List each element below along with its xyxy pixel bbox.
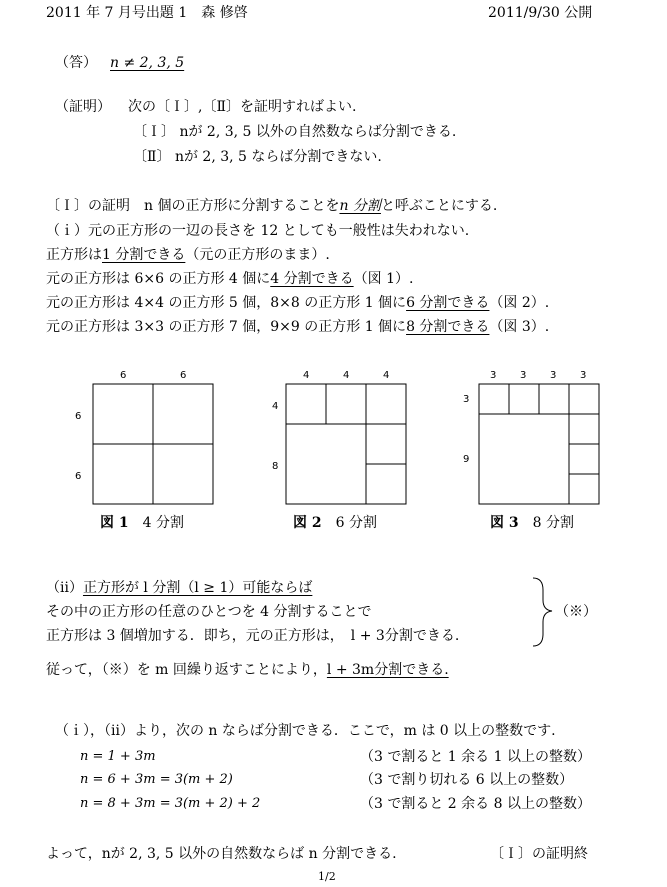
answer-label: （答） <box>55 55 97 71</box>
fig1-caption-num: 図 1 <box>100 515 129 531</box>
part3-intro: （ｉ），（ⅱ）より，次の n ならば分割できる．ここで，m は 0 以上の整数です. <box>55 723 556 739</box>
fig1-left-label-2: 6 <box>75 471 82 482</box>
part1-line-5b: （図 3）. <box>489 319 550 335</box>
part2-line-1 <box>46 579 312 597</box>
part3-note-2: （3 で割り切れる 6 以上の整数） <box>360 772 574 788</box>
part2-line-4a: 従って，（※）を m 回繰り返すことにより， <box>46 662 327 678</box>
part1-line-2b: （元の正方形のまま）. <box>185 247 330 263</box>
fig3-left-label-2: 9 <box>463 454 470 465</box>
brace-right <box>533 578 552 646</box>
fig1-left-label-1: 6 <box>75 411 82 422</box>
fig2-caption-num: 図 2 <box>293 515 322 531</box>
part1-heading-term: n 分割 <box>339 198 381 214</box>
fig2-top-label-3: 4 <box>383 370 390 381</box>
part1-line-2a: 正方形は <box>46 247 102 263</box>
fig2-left-label-2: 8 <box>272 461 279 472</box>
fig3-top-label-1: 3 <box>490 370 497 381</box>
part1-heading-a: 〔Ｉ〕の証明 n 個の正方形に分割することを <box>46 198 340 214</box>
part3-note-3: （3 で割ると 2 余る 8 以上の整数） <box>360 796 591 812</box>
fig3-caption-text: 8 分割 <box>532 515 574 531</box>
fig2-top-label-2: 4 <box>343 370 350 381</box>
answer-value: n ≠ 2, 3, 5 <box>110 55 185 71</box>
proof-label: （証明） <box>55 99 111 115</box>
fig2-outer <box>286 384 406 504</box>
part1-line-4b: （図 2）. <box>489 295 550 311</box>
fig3-top-label-4: 3 <box>580 370 587 381</box>
fig1-caption-text: 4 分割 <box>142 515 184 531</box>
part3-conclusion: よって，nが 2, 3, 5 以外の自然数ならば n 分割できる. <box>46 846 397 862</box>
part3-end: 〔Ｉ〕の証明終 <box>490 846 588 862</box>
figure-2 <box>286 384 406 504</box>
part2-mark: （※） <box>555 604 597 620</box>
part3-eq-1: n = 1 + 3m <box>80 749 156 764</box>
fig3-left-label-1: 3 <box>463 394 470 405</box>
fig2-top-label-1: 4 <box>303 370 310 381</box>
part1-line-3b: （図 1）. <box>353 271 414 287</box>
fig3-caption-num: 図 3 <box>490 515 519 531</box>
fig3-top-label-3: 3 <box>550 370 557 381</box>
part2-line-1a: （ⅱ） <box>46 580 83 596</box>
part2-line-4 <box>46 661 449 679</box>
figure-3 <box>479 384 599 504</box>
fig2-caption-text: 6 分割 <box>335 515 377 531</box>
fig2-left-label-1: 4 <box>272 401 279 412</box>
part1-heading-b: と呼ぶことにする. <box>380 198 498 214</box>
fig3-top-label-2: 3 <box>520 370 527 381</box>
proof-claim-2: 〔Ⅱ〕 nが 2, 3, 5 ならば分割できない. <box>133 149 382 165</box>
part1-line-4u: 6 分割できる <box>406 295 490 311</box>
part1-line-2u: 1 分割できる <box>102 247 186 263</box>
fig1-caption <box>100 514 184 532</box>
fig2-caption <box>293 514 377 532</box>
header-right: 2011/9/30 公開 <box>488 5 593 21</box>
part1-line-5u: 8 分割できる <box>406 319 490 335</box>
part2-line-1u: 正方形が l 分割（l ≥ 1）可能ならば <box>82 580 313 596</box>
part1-line-1: （ｉ）元の正方形の一辺の長さを 12 としても一般性は失われない. <box>46 223 470 239</box>
fig1-top-label-1: 6 <box>120 370 127 381</box>
part3-note-1: （3 で割ると 1 余る 1 以上の整数） <box>360 749 591 765</box>
part3-eq-3: n = 8 + 3m = 3(m + 2) + 2 <box>80 796 261 811</box>
part2-line-4u: l + 3m分割できる. <box>326 662 449 678</box>
part2-line-3: 正方形は 3 個増加する．即ち，元の正方形は， l + 3分割できる. <box>46 628 460 644</box>
part3-eq-2: n = 6 + 3m = 3(m + 2) <box>80 772 233 787</box>
page-number: 1/2 <box>318 870 336 883</box>
part1-line-3a: 元の正方形は 6×6 の正方形 4 個に <box>46 271 271 287</box>
fig1-top-label-2: 6 <box>180 370 187 381</box>
part1-line-5a: 元の正方形は 3×3 の正方形 7 個，9×9 の正方形 1 個に <box>46 319 407 335</box>
proof-claim-1: 〔Ｉ〕 nが 2, 3, 5 以外の自然数ならば分割できる. <box>133 124 457 140</box>
part1-line-3u: 4 分割できる <box>270 271 354 287</box>
proof-intro: 次の〔Ｉ〕,〔Ⅱ〕を証明すればよい. <box>128 99 357 115</box>
header-left: 2011 年 7 月号出題 1 森 修啓 <box>46 5 248 21</box>
figure-1 <box>93 384 213 504</box>
part2-line-2: その中の正方形の任意のひとつを 4 分割することで <box>46 604 372 620</box>
fig3-caption <box>490 514 574 532</box>
part1-line-4a: 元の正方形は 4×4 の正方形 5 個，8×8 の正方形 1 個に <box>46 295 407 311</box>
